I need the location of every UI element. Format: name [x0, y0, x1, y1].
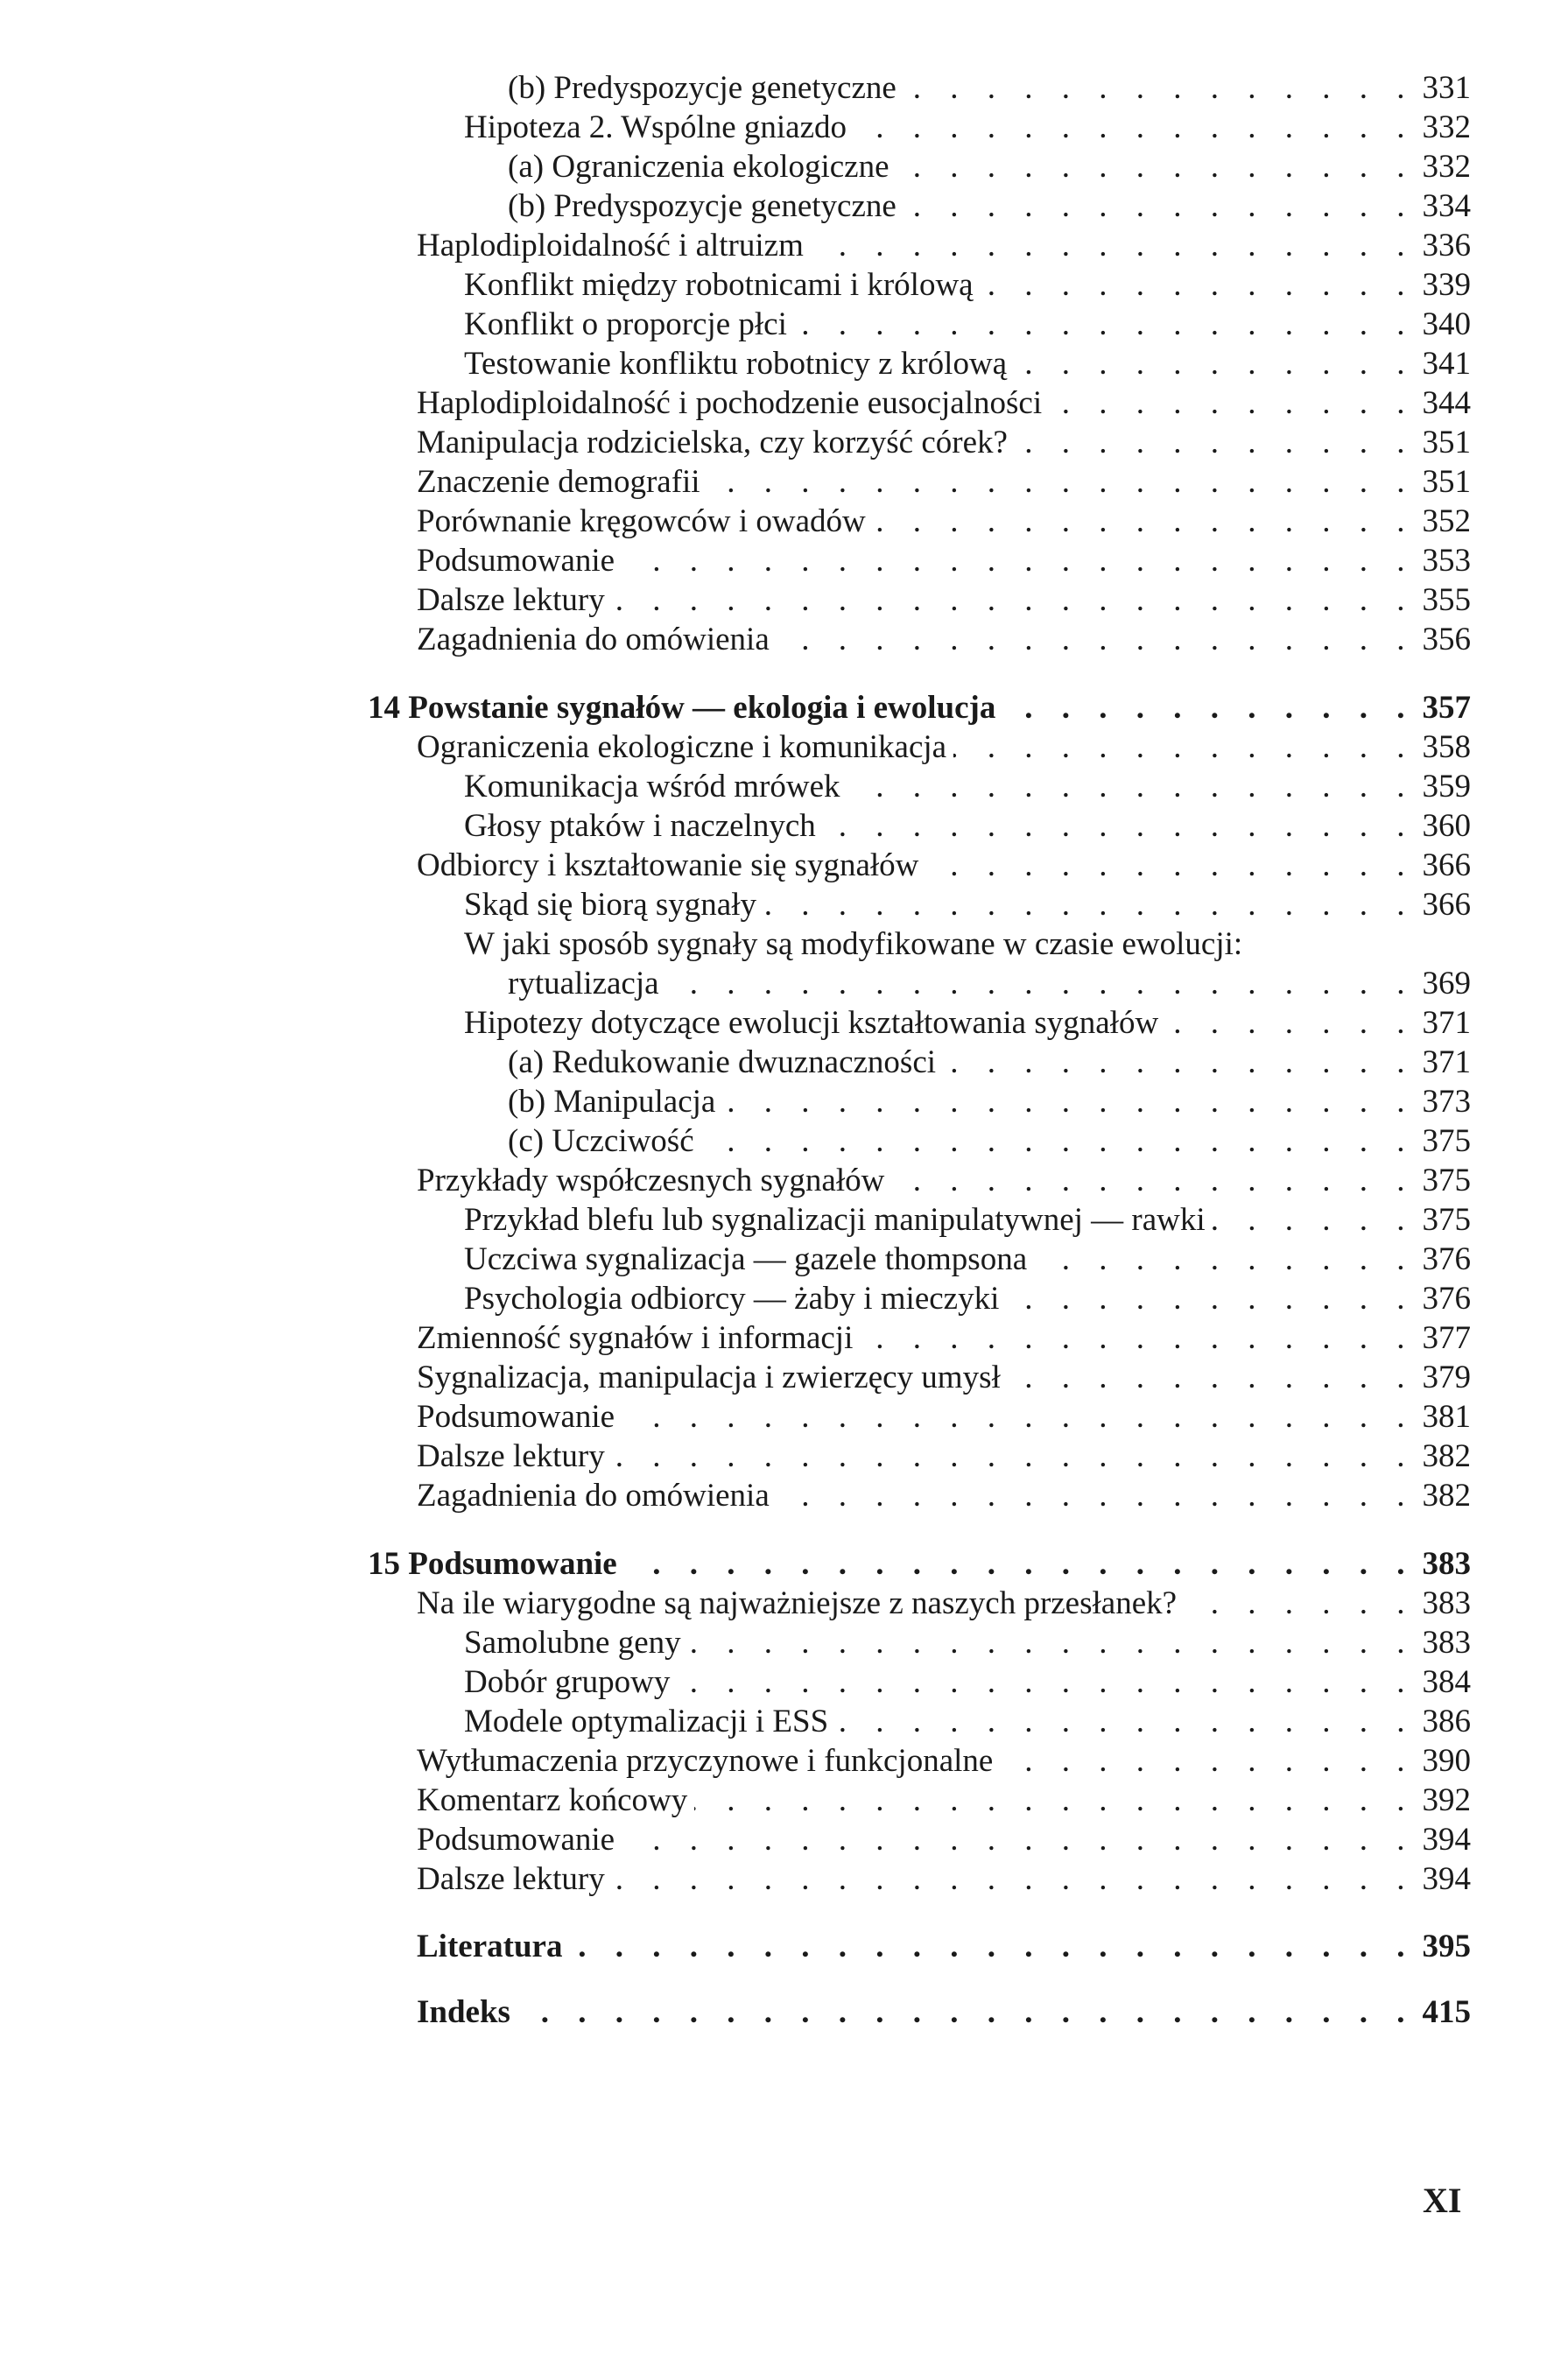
dot-leader: [953, 727, 1415, 768]
toc-entry-page-number: 357: [1422, 690, 1471, 726]
toc-entry-title: Dalsze lektury: [417, 582, 605, 618]
toc-entry-page-number: 340: [1422, 306, 1471, 342]
toc-entry: [464, 767, 1471, 807]
toc-entry-page-number: 369: [1422, 966, 1471, 1001]
toc-entry-page-number: 384: [1422, 1664, 1471, 1700]
toc-entry-title: Porównanie kręgowców i owadów: [417, 503, 866, 539]
toc-entry-title: Testowanie konfliktu robotnicy z królową: [464, 346, 1008, 382]
toc-entry: [508, 1082, 1471, 1122]
toc-entry: [417, 1437, 1471, 1477]
dot-leader: [925, 846, 1415, 886]
toc-entry-page-number: 383: [1422, 1546, 1471, 1582]
toc-entry-title: Indeks: [417, 1994, 510, 2030]
toc-entry: [417, 502, 1471, 542]
toc-entry-title: Samolubne geny: [464, 1625, 681, 1661]
toc-entry-page-number: 366: [1422, 887, 1471, 923]
toc-entry-page-number: 375: [1422, 1202, 1471, 1238]
toc-entry: [417, 1992, 1471, 2033]
toc-entry-title: Konflikt między robotnicami i królową: [464, 267, 974, 303]
toc-entry: [417, 1741, 1471, 1781]
dot-leader: [943, 1043, 1415, 1083]
dot-leader: [624, 1544, 1416, 1585]
toc-entry: [464, 806, 1471, 847]
toc-entry-title: Modele optymalizacji i ESS: [464, 1704, 829, 1739]
toc-entry-page-number: 383: [1422, 1625, 1471, 1661]
dot-leader: [873, 502, 1416, 542]
dot-leader: [897, 147, 1416, 187]
toc-entry-page-number: 382: [1422, 1478, 1471, 1514]
toc-entry-page-number: 371: [1422, 1044, 1471, 1080]
toc-entry-title: Hipoteza 2. Wspólne gniazdo: [464, 109, 847, 145]
toc-entry-page-number: 341: [1422, 346, 1471, 382]
toc-entry-title: Komentarz końcowy: [417, 1782, 688, 1818]
toc-entry: [417, 1859, 1471, 1900]
toc-entry: [368, 1544, 1471, 1585]
toc-entry-title: Haplodiploidalność i pochodzenie eusocjalności: [417, 385, 1043, 421]
dot-leader: [904, 68, 1416, 109]
toc-entry: [464, 1003, 1471, 1043]
toc-entry-title: Na ile wiarygodne są najważniejsze z naszych przesłanek?: [417, 1585, 1178, 1621]
dot-leader: [1015, 423, 1416, 463]
dot-leader: [1049, 383, 1415, 424]
toc-entry: [464, 265, 1471, 306]
dot-leader: [694, 1781, 1415, 1821]
toc-entry-title: Psychologia odbiorcy — żaby i mieczyki: [464, 1281, 1000, 1317]
toc-entry-page-number: 379: [1422, 1360, 1471, 1395]
toc-entry-title: Zagadnienia do omówienia: [417, 622, 770, 657]
toc-entry: [417, 1161, 1471, 1201]
toc-entry: [464, 1200, 1471, 1240]
dot-leader: [707, 462, 1416, 502]
toc-entry-title: Podsumowanie: [417, 1822, 615, 1858]
toc-entry: [417, 1820, 1471, 1860]
toc-entry-title: Uczciwa sygnalizacja — gazele thompsona: [464, 1241, 1028, 1277]
toc-entry-page-number: 353: [1422, 543, 1471, 579]
toc-entry-page-number: 376: [1422, 1241, 1471, 1277]
toc-entry: [464, 1662, 1471, 1703]
dot-leader: [823, 806, 1416, 847]
toc-entry-page-number: 392: [1422, 1782, 1471, 1818]
toc-entry-title: Podsumowanie: [417, 1399, 615, 1435]
toc-entry: [417, 1584, 1471, 1624]
toc-entry-page-number: 360: [1422, 808, 1471, 844]
toc-entry: [508, 1043, 1471, 1083]
toc-entry: [417, 1318, 1471, 1359]
toc-entry-title: Zagadnienia do omówienia: [417, 1478, 770, 1514]
toc-entry: [464, 924, 1471, 965]
dot-leader: [794, 305, 1416, 345]
toc-entry: [464, 344, 1471, 384]
toc-entry-title: Manipulacja rodzicielska, czy korzyść córek?: [417, 425, 1008, 460]
toc-entry-title: Dalsze lektury: [417, 1861, 605, 1897]
toc-entry-page-number: 376: [1422, 1281, 1471, 1317]
toc-entry-title: (b) Predyspozycje genetyczne: [508, 188, 897, 224]
toc-entry: [417, 423, 1471, 463]
toc-entry-title: Dalsze lektury: [417, 1438, 605, 1474]
toc-entry-page-number: 371: [1422, 1005, 1471, 1041]
toc-entry-title: Znaczenie demografii: [417, 464, 700, 500]
toc-entry-title: 14 Powstanie sygnałów — ekologia i ewolucja: [368, 690, 996, 726]
dot-leader: [777, 1476, 1416, 1516]
dot-leader: [612, 1859, 1416, 1900]
dot-leader: [1213, 1200, 1416, 1240]
toc-entry-page-number: 351: [1422, 464, 1471, 500]
toc-entry-title: (b) Predyspozycje genetyczne: [508, 70, 897, 106]
toc-entry: [464, 885, 1471, 925]
toc-entry-title: Podsumowanie: [417, 543, 615, 579]
dot-leader: [569, 1927, 1415, 1967]
toc-entry-title: Sygnalizacja, manipulacja i zwierzęcy umysł: [417, 1360, 1001, 1395]
toc-entry-page-number: 351: [1422, 425, 1471, 460]
toc-entry: [464, 1702, 1471, 1742]
toc-entry-page-number: 377: [1422, 1320, 1471, 1356]
dot-leader: [1184, 1584, 1415, 1624]
dot-leader: [1002, 688, 1415, 728]
dot-leader: [847, 767, 1416, 807]
dot-leader: [612, 580, 1416, 621]
dot-leader: [701, 1121, 1416, 1162]
toc-entry-title: Przykład blefu lub sygnalizacji manipulatywnej — rawki: [464, 1202, 1206, 1238]
toc-entry: [508, 186, 1471, 227]
toc-entry-title: (a) Redukowanie dwuznaczności: [508, 1044, 937, 1080]
dot-leader: [622, 541, 1415, 581]
toc-entry: [417, 226, 1471, 266]
dot-leader: [1165, 1003, 1415, 1043]
toc-entry-page-number: 375: [1422, 1123, 1471, 1159]
toc-entry-title: Haplodiploidalność i altruizm: [417, 228, 804, 264]
toc-entry-title: (c) Uczciwość: [508, 1123, 694, 1159]
toc-entry-title: Literatura: [417, 1929, 563, 1964]
toc-entry-title: Głosy ptaków i naczelnych: [464, 808, 816, 844]
toc-entry-title: Konflikt o proporcje płci: [464, 306, 787, 342]
dot-leader: [904, 186, 1416, 227]
toc-entry-page-number: 336: [1422, 228, 1471, 264]
toc-entry-page-number: 359: [1422, 769, 1471, 805]
toc-entry-title: Odbiorcy i kształtowanie się sygnałów: [417, 847, 919, 883]
toc-entry: [368, 688, 1471, 728]
toc-entry-title: Ograniczenia ekologiczne i komunikacja: [417, 729, 947, 765]
toc-entry: [508, 147, 1471, 187]
dot-leader: [622, 1397, 1415, 1437]
toc-entry-title: Przykłady współczesnych sygnałów: [417, 1163, 885, 1198]
dot-leader: [1008, 1358, 1416, 1398]
toc-entry: [417, 1476, 1471, 1516]
toc-entry: [417, 1781, 1471, 1821]
toc-entry: [464, 1623, 1471, 1663]
dot-leader: [688, 1623, 1416, 1663]
dot-leader: [891, 1161, 1415, 1201]
toc-entry: [417, 1927, 1471, 1967]
toc-entry: [417, 383, 1471, 424]
toc-entry-page-number: 383: [1422, 1585, 1471, 1621]
toc-entry-page-number: 415: [1422, 1994, 1471, 2030]
toc-entry: [464, 305, 1471, 345]
toc-entry: [417, 580, 1471, 621]
toc-entry-title: Dobór grupowy: [464, 1664, 671, 1700]
toc-entry-page-number: 331: [1422, 70, 1471, 106]
toc-entry-title: Komunikacja wśród mrówek: [464, 769, 840, 805]
dot-leader: [666, 964, 1416, 1004]
dot-leader: [835, 1702, 1415, 1742]
toc-entry: [464, 108, 1471, 148]
toc-entry-page-number: 386: [1422, 1704, 1471, 1739]
toc-entry: [417, 541, 1471, 581]
toc-entry: [417, 846, 1471, 886]
toc-entry-title: (a) Ograniczenia ekologiczne: [508, 149, 889, 185]
toc-entry-page-number: 382: [1422, 1438, 1471, 1474]
toc-entry-title: W jaki sposób sygnały są modyfikowane w czasie ewolucji:: [464, 926, 1243, 962]
toc-entry-page-number: 332: [1422, 149, 1471, 185]
toc-entry-title: rytualizacja: [508, 966, 659, 1001]
toc-entry-page-number: 366: [1422, 847, 1471, 883]
dot-leader: [777, 620, 1416, 660]
toc-entry-title: 15 Podsumowanie: [368, 1546, 617, 1582]
toc-entry: [417, 1397, 1471, 1437]
toc-entry-title: Zmienność sygnałów i informacji: [417, 1320, 854, 1356]
toc-entry-page-number: 339: [1422, 267, 1471, 303]
toc-entry: [417, 727, 1471, 768]
toc-entry-title: Wytłumaczenia przyczynowe i funkcjonalne: [417, 1743, 994, 1779]
toc-entry-page-number: 355: [1422, 582, 1471, 618]
toc-entry: [464, 1279, 1471, 1319]
toc-entry-page-number: 332: [1422, 109, 1471, 145]
toc-entry-page-number: 344: [1422, 385, 1471, 421]
toc-entry: [508, 68, 1471, 109]
dot-leader: [854, 108, 1415, 148]
dot-leader: [1014, 344, 1415, 384]
toc-entry-page-number: 375: [1422, 1163, 1471, 1198]
toc-entry: [464, 1240, 1471, 1280]
dot-leader: [1006, 1279, 1415, 1319]
dot-leader: [981, 265, 1416, 306]
toc-entry-page-number: 373: [1422, 1084, 1471, 1120]
dot-leader: [1034, 1240, 1415, 1280]
dot-leader: [677, 1662, 1415, 1703]
toc-entry-page-number: 394: [1422, 1822, 1471, 1858]
toc-entry-page-number: 390: [1422, 1743, 1471, 1779]
toc-entry-title: (b) Manipulacja: [508, 1084, 716, 1120]
toc-entry: [508, 964, 1471, 1004]
dot-leader: [722, 1082, 1415, 1122]
toc-entry: [417, 620, 1471, 660]
dot-leader: [517, 1992, 1416, 2033]
dot-leader: [622, 1820, 1415, 1860]
dot-leader: [1000, 1741, 1415, 1781]
toc-entry: [508, 1121, 1471, 1162]
toc-entry-page-number: 334: [1422, 188, 1471, 224]
toc-entry-page-number: 358: [1422, 729, 1471, 765]
dot-leader: [860, 1318, 1415, 1359]
dot-leader: [811, 226, 1416, 266]
dot-leader: [612, 1437, 1416, 1477]
toc-entry-page-number: 352: [1422, 503, 1471, 539]
toc-entry-page-number: 356: [1422, 622, 1471, 657]
page-folio: XI: [1423, 2181, 1462, 2220]
toc-entry-title: Hipotezy dotyczące ewolucji kształtowania sygnałów: [464, 1005, 1159, 1041]
toc-entry-page-number: 394: [1422, 1861, 1471, 1897]
toc-entry: [417, 1358, 1471, 1398]
toc-entry-page-number: 381: [1422, 1399, 1471, 1435]
toc-entry-title: Skąd się biorą sygnały: [464, 887, 756, 923]
toc-entry: [417, 462, 1471, 502]
dot-leader: [763, 885, 1416, 925]
toc-entry-page-number: 395: [1422, 1929, 1471, 1964]
